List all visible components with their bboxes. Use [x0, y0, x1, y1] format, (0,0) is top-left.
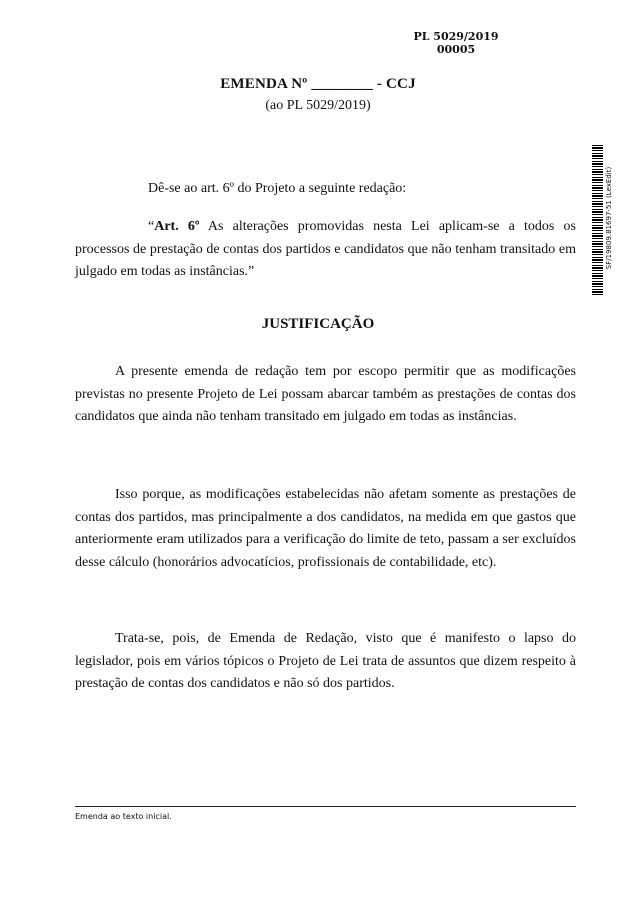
amendment-title: EMENDA Nº ________ - CCJ — [220, 76, 416, 92]
justification-heading: JUSTIFICAÇÃO — [261, 316, 375, 332]
stamp-sequence: 00005 — [436, 43, 476, 56]
justification-paragraph-1: A presente emenda de redação tem por escopo permitir que as modificações previstas no presente Projeto de Lei possam abarcar também as prestações de contas dos candidatos que ainda não tenham transitado em julgado em todas as instâncias. — [75, 364, 576, 424]
article-open-quote: “ — [148, 219, 155, 234]
amendment-subtitle: (ao PL 5029/2019) — [265, 98, 371, 113]
stamp-bill-number: PL 5029/2019 — [413, 30, 499, 43]
article-text: As alterações promovidas nesta Lei aplicam-se a todos os processos de prestação de contas dos partidos e candidatos que não tenham transitado em julgado em todas as instâncias.” — [75, 219, 577, 279]
barcode-graphic — [592, 145, 603, 295]
footer-divider — [75, 806, 576, 807]
article-paragraph — [75, 216, 576, 284]
footnote: Emenda ao texto inicial. — [75, 812, 172, 821]
article-label: Art. 6º — [154, 219, 200, 234]
barcode-label: SF/19809.81697-51 (LexEdit) — [605, 166, 613, 270]
document-stamp — [396, 30, 516, 56]
intro-paragraph: Dê-se ao art. 6º do Projeto a seguinte redação: — [148, 181, 407, 196]
justification-paragraph-3: Trata-se, pois, de Emenda de Redação, visto que é manifesto o lapso do legislador, pois em vários tópicos o Projeto de Lei trata de assuntos que dizem respeito à prestação de contas dos candidatos e não só dos partidos. — [75, 631, 576, 691]
justification-paragraph-2: Isso porque, as modificações estabelecidas não afetam somente as prestações de contas dos partidos, mas principalmente a dos candidatos, na medida em que gastos que anteriormente eram utilizados para a verificação do limite de teto, passam a ser excluídos desse cálculo (honorários advocatícios, profissionais de contabilidade, etc). — [75, 487, 576, 570]
